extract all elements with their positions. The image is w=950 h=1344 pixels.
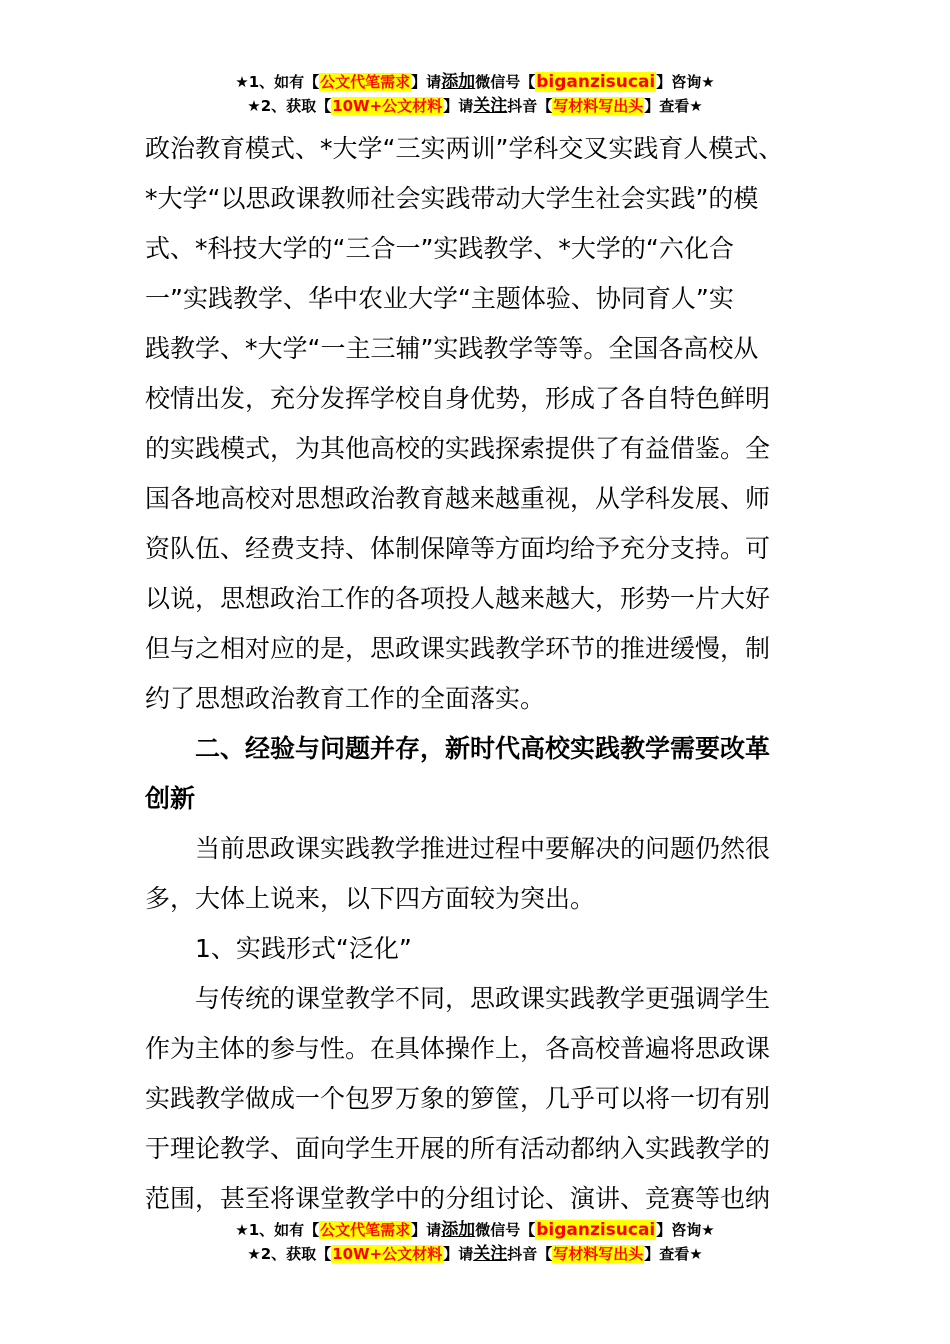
- body-line: 一”实践教学、华中农业大学“主题体验、协同育人”实: [145, 284, 734, 313]
- body-line: 约了思想政治教育工作的全面落实。: [145, 684, 546, 713]
- banner-text: 抖音【: [507, 97, 553, 115]
- banner-text: ★2、获取【: [247, 1245, 332, 1263]
- banner-text: 】咨询★: [656, 1221, 715, 1239]
- banner-text: 】请: [411, 73, 442, 91]
- banner-line-2: [0, 94, 950, 118]
- body-line: 校情出发，充分发挥学校自身优势，形成了各自特色鲜明: [145, 384, 771, 413]
- banner-highlight: 10W+公文材料: [332, 97, 443, 115]
- banner-highlight: 写材料写出头: [553, 97, 644, 115]
- body-line: 政治教育模式、*大学“三实两训”学科交叉实践育人模式、: [145, 134, 784, 163]
- paragraph-line: 与传统的课堂教学不同，思政课实践教学更强调学生: [195, 984, 771, 1013]
- footer-banner: [0, 1218, 950, 1266]
- body-line: 但与之相对应的是，思政课实践教学环节的推进缓慢，制: [145, 634, 771, 663]
- document-body: [145, 124, 810, 1224]
- banner-highlight: 10W+公文材料: [332, 1245, 443, 1263]
- banner-text: ★1、如有【: [235, 73, 320, 91]
- banner-line-2: [0, 1242, 950, 1266]
- banner-wechat-id: biganzisucai: [536, 72, 656, 92]
- body-line: 式、*科技大学的“三合一”实践教学、*大学的“六化合: [145, 234, 734, 263]
- banner-text: 抖音【: [507, 1245, 553, 1263]
- banner-text: 微信号【: [475, 1221, 536, 1239]
- banner-text: 微信号【: [475, 73, 536, 91]
- banner-text: ★2、获取【: [247, 97, 332, 115]
- banner-highlight: 公文代笔需求: [320, 1221, 411, 1239]
- banner-text: 】请: [411, 1221, 442, 1239]
- body-line: 以说，思想政治工作的各项投人越来越大，形势一片大好: [145, 584, 771, 613]
- paragraph-line: 实践教学做成一个包罗万象的箩筐，几乎可以将一切有别: [145, 1084, 771, 1113]
- banner-underline: 添加: [441, 1220, 476, 1240]
- body-line: *大学“以思政课教师社会实践带动大学生社会实践”的模: [145, 184, 759, 213]
- paragraph-line: 范围，甚至将课堂教学中的分组讨论、演讲、竞赛等也纳: [145, 1184, 771, 1213]
- banner-text: ★1、如有【: [235, 1221, 320, 1239]
- paragraph-line: 多，大体上说来，以下四方面较为突出。: [145, 884, 596, 913]
- banner-text: 】查看★: [644, 1245, 703, 1263]
- section-heading-continued: 创新: [145, 784, 196, 813]
- banner-highlight: 写材料写出头: [553, 1245, 644, 1263]
- banner-text: 】请: [443, 1245, 474, 1263]
- banner-underline: 添加: [441, 72, 476, 92]
- banner-line-1: [0, 70, 950, 94]
- banner-text: 】请: [443, 97, 474, 115]
- section-heading: 二、经验与问题并存，新时代高校实践教学需要改革: [195, 734, 771, 763]
- paragraph-line: 作为主体的参与性。在具体操作上，各高校普遍将思政课: [145, 1034, 771, 1063]
- subheading: 1、实践形式“泛化”: [195, 934, 412, 963]
- paragraph-line: 于理论教学、面向学生开展的所有活动都纳入实践教学的: [145, 1134, 771, 1163]
- banner-text: 】咨询★: [656, 73, 715, 91]
- banner-line-1: [0, 1218, 950, 1242]
- body-line: 国各地高校对思想政治教育越来越重视，从学科发展、师: [145, 484, 771, 513]
- body-line: 资队伍、经费支持、体制保障等方面均给予充分支持。可: [145, 534, 771, 563]
- body-line: 践教学、*大学“一主三辅”实践教学等等。全国各高校从: [145, 334, 759, 363]
- banner-wechat-id: biganzisucai: [536, 1220, 656, 1240]
- header-banner: [0, 70, 950, 118]
- body-line: 的实践模式，为其他高校的实践探索提供了有益借鉴。全: [145, 434, 771, 463]
- banner-underline: 关注: [473, 96, 508, 116]
- banner-underline: 关注: [473, 1244, 508, 1264]
- banner-highlight: 公文代笔需求: [320, 73, 411, 91]
- paragraph-line: 当前思政课实践教学推进过程中要解决的问题仍然很: [195, 834, 771, 863]
- banner-text: 】查看★: [644, 97, 703, 115]
